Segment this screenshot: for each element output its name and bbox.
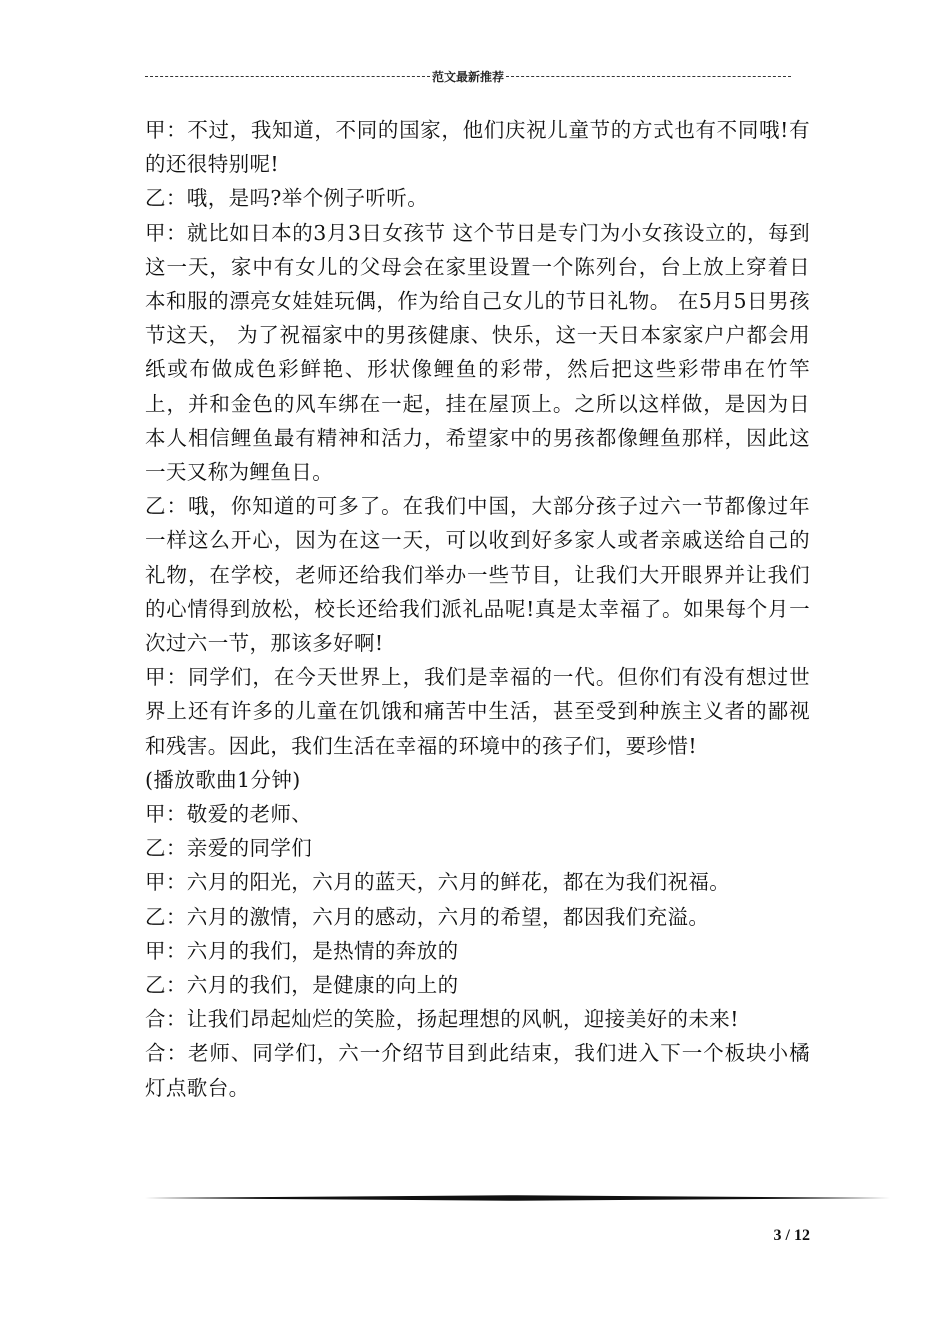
paragraph: 合：老师、同学们，六一介绍节目到此结束，我们进入下一个板块小橘灯点歌台。 (145, 1041, 810, 1100)
document-body (145, 113, 810, 1105)
page-number: 3 / 12 (773, 1227, 810, 1244)
header-dash-left (145, 76, 430, 77)
header-dash-right (506, 76, 791, 77)
paragraph: 乙：哦，是吗?举个例子听听。 (145, 186, 429, 211)
page-header (145, 66, 791, 86)
paragraph: 乙：六月的激情，六月的感动，六月的希望，都因我们充溢。 (145, 904, 710, 929)
paragraph: 甲：就比如日本的3月3日女孩节 这个节日是专门为小女孩设立的，每到这一天，家中有女儿的父母会在家里设置一个陈列台，台上放上穿着日本和服的漂亮女娃娃玩偶，作为给自己女儿的节日礼物。 在5月5日男孩节这天， 为了祝福家中的男孩健康、快乐，这一天日本家家户户都会用纸或布做成色彩鲜艳、形状像鲤鱼的彩带，然后把这些彩带串在竹竿上，并和金色的风车绑在一起，挂在屋顶上。之所以这样做，是因为日本人相信鲤鱼最有精神和活力，希望家中的男孩都像鲤鱼那样，因此这一天又称为鲤鱼日。 (145, 220, 810, 485)
paragraph: 甲：敬爱的老师、 (145, 802, 313, 827)
paragraph: 乙：亲爱的同学们 (145, 836, 313, 861)
footer-divider (145, 1195, 890, 1201)
header-label: 范文最新推荐 (432, 69, 505, 84)
paragraph: 甲：不过，我知道，不同的国家，他们庆祝儿童节的方式也有不同哦!有的还很特别呢! (145, 118, 810, 177)
paragraph: 甲：六月的阳光，六月的蓝天，六月的鲜花，都在为我们祝福。 (145, 870, 731, 895)
paragraph: 乙：哦，你知道的可多了。在我们中国，大部分孩子过六一节都像过年一样这么开心，因为在这一天，可以收到好多家人或者亲戚送给自己的礼物，在学校，老师还给我们举办一些节目，让我们大开眼界并让我们的心情得到放松，校长还给我们派礼品呢!真是太幸福了。如果每个月一次过六一节，那该多好啊! (145, 494, 810, 656)
paragraph: 甲：六月的我们，是热情的奔放的 (145, 938, 459, 963)
paragraph: 乙：六月的我们，是健康的向上的 (145, 973, 459, 998)
paragraph: 甲：同学们，在今天世界上，我们是幸福的一代。但你们有没有想过世界上还有许多的儿童在饥饿和痛苦中生活，甚至受到种族主义者的鄙视和残害。因此，我们生活在幸福的环境中的孩子们，要珍惜! (145, 665, 810, 758)
paragraph: 合：让我们昂起灿烂的笑脸，扬起理想的风帆，迎接美好的未来! (145, 1007, 739, 1032)
paragraph: (播放歌曲1分钟) (145, 767, 301, 792)
